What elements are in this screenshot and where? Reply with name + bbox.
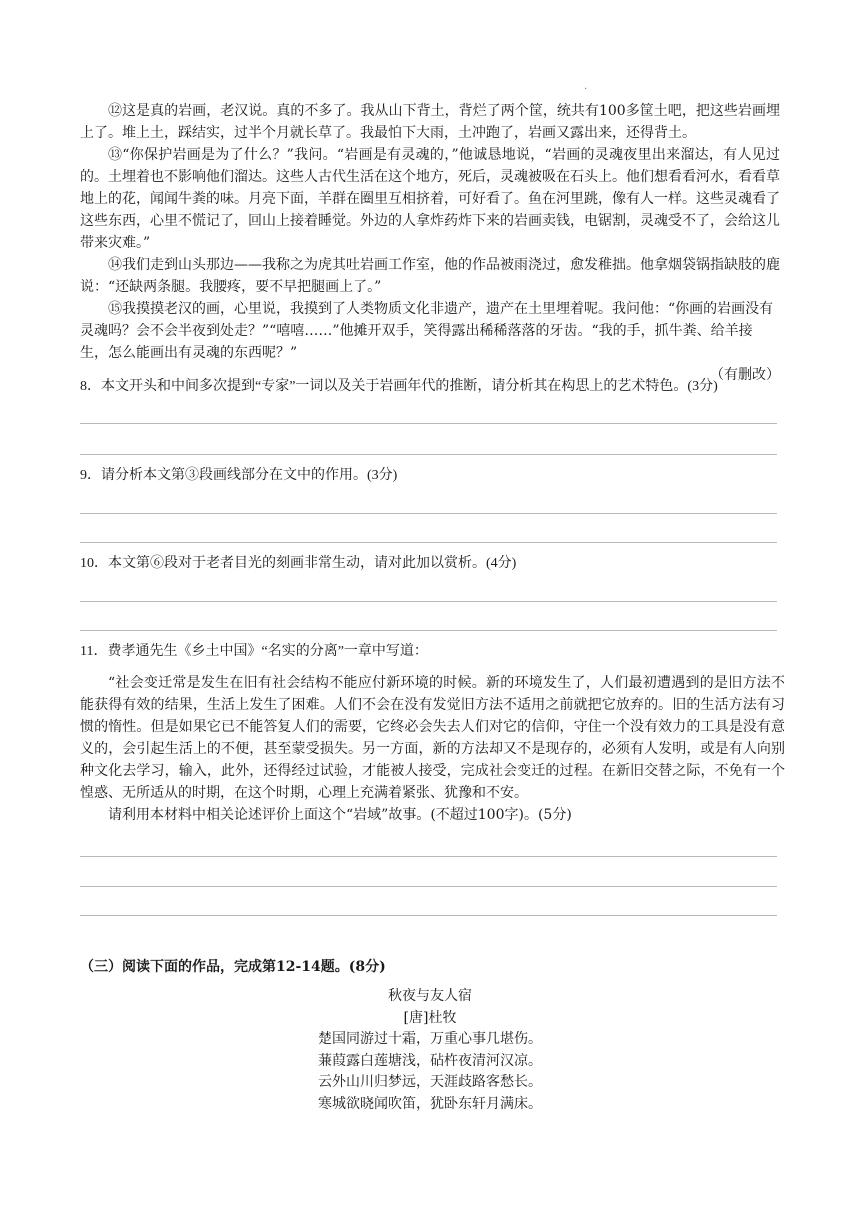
- paragraph-12: ⑫这是真的岩画，老汉说。真的不多了。我从山下背土，背烂了两个筐，统共有100多筐土吧，把这些岩画埋上了。堆上土，踩结实，过半个月就长草了。我最怕下大雨，土冲跑了，岩画又露出来，还得背土。: [80, 103, 780, 141]
- question-8: 8．本文开头和中间多次提到“专家”一词以及关于岩画年代的推断，请分析其在构思上的艺术特色。(3分): [80, 379, 718, 394]
- answer-line[interactable]: [80, 542, 777, 543]
- page-dot: ·: [584, 84, 588, 95]
- paragraph-15: ⑮我摸摸老汉的画，心里说，我摸到了人类物质文化非遗产，遗产在土里埋着呢。我问他：“你画的岩画没有灵魂吗？会不会半夜到处走？”“嘻嘻……”他摊开双手，笑得露出稀稀落落的牙齿。“我的手，抓牛粪、给羊接生，怎么能画出有灵魂的东西呢？”: [80, 301, 774, 361]
- poem-author: [唐]杜牧: [403, 1009, 457, 1026]
- poem-line: 蒹葭露白莲塘浅，砧杵夜清河汉凉。: [318, 1052, 542, 1069]
- q11-task: 请利用本材料中相关论述评价上面这个“岩域”故事。(不超过100字)。(5分): [108, 807, 572, 823]
- paragraph-14: ⑭我们走到山头那边——我称之为虎其吐岩画工作室，他的作品被雨浇过，愈发稚拙。他拿烟袋锅指缺肢的鹿说：“还缺两条腿。我腰疼，要不早把腿画上了。”: [80, 257, 780, 295]
- answer-line[interactable]: [80, 423, 777, 424]
- poem-line: 寒城欲晓闻吹笛，犹卧东轩月满床。: [318, 1095, 542, 1112]
- poem-title: 秋夜与友人宿: [388, 988, 472, 1004]
- answer-line[interactable]: [80, 915, 777, 916]
- paragraph-13: ⑬“你保护岩画是为了什么？”我问。“岩画是有灵魂的，”他诚恳地说，“岩画的灵魂夜里出来溜达，有人见过的。土埋着也不影响他们溜达。这些人古代生活在这个地方，死后，灵魂被吸在石头上。他们想看看河水，看看草地上的花，闻闻牛粪的味。月亮下面，羊群在圈里互相挤着，可好看了。鱼在河里跳，像有人一样。这些灵魂看了这些东西，心里不慌记了，回山上接着睡觉。外边的人拿炸药炸下来的岩画卖钱，电锯割，灵魂受不了，会给这儿带来灾难。”: [80, 147, 780, 251]
- poem-line: 云外山川归梦远，天涯歧路客愁长。: [318, 1074, 542, 1090]
- section-3-heading: （三）阅读下面的作品，完成第12-14题。(8分): [80, 959, 386, 975]
- answer-line[interactable]: [80, 886, 777, 887]
- answer-line[interactable]: [80, 630, 777, 631]
- passage-continued: [80, 100, 780, 386]
- answer-line[interactable]: [80, 856, 777, 857]
- answer-line[interactable]: [80, 513, 777, 514]
- poem-line: 楚国同游过十霜，万重心事几堪伤。: [318, 1031, 542, 1047]
- q11-material: [80, 672, 785, 826]
- question-10: 10．本文第⑥段对于老者目光的刻画非常生动，请对此加以赏析。(4分): [80, 556, 517, 571]
- answer-line[interactable]: [80, 601, 777, 602]
- answer-line[interactable]: [80, 454, 777, 455]
- revision-note: （有删改）: [710, 367, 780, 383]
- q11-quote: “社会变迁常是发生在旧有社会结构不能应付新环境的时候。新的环境发生了，人们最初遭遇到的是旧方法不能获得有效的结果，生活上发生了困难。人们不会在没有发觉旧方法不适用之前就把它放弃的。旧的生活方法有习惯的惰性。但是如果它已不能答复人们的需要，它终必会失去人们对它的信仰，守住一个没有效力的工具是没有意义的，会引起生活上的不便，甚至蒙受损失。另一方面，新的方法却又不是现存的，必须有人发明，或是有人向别种文化去学习，输入，此外，还得经过试验，才能被人接受，完成社会变迁的过程。在新旧交替之际，不免有一个惶惑、无所适从的时期，在这个时期，心理上充满着紧张、犹豫和不安。: [80, 675, 785, 801]
- poem: [0, 986, 860, 1115]
- question-9: 9．请分析本文第③段画线部分在文中的作用。(3分): [80, 468, 398, 483]
- question-11: 11．费孝通先生《乡土中国》“名实的分离”一章中写道：: [80, 644, 428, 659]
